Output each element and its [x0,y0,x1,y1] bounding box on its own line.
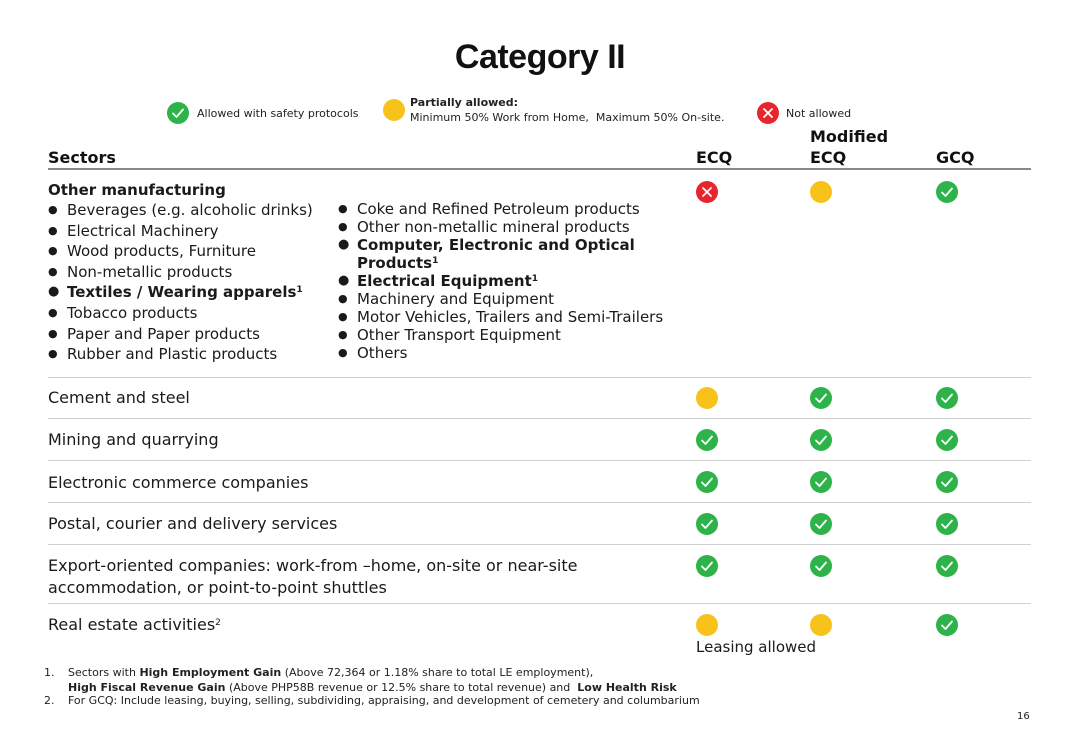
page-number: 16 [1017,711,1030,722]
check-circle-icon [810,387,832,409]
check-circle-icon [936,555,958,577]
check-circle-icon [696,513,718,535]
header-sectors: Sectors [48,148,116,167]
footnote-2-number: 2. [44,694,55,707]
list-item: ● Tobacco products [48,303,338,324]
header-divider [48,168,1031,170]
list-item: ● Coke and Refined Petroleum products [338,200,678,218]
header-gcq: GCQ [936,148,975,167]
list-item: ● Machinery and Equipment [338,290,678,308]
row-divider [48,377,1031,378]
row-divider [48,418,1031,419]
legend-allowed-label: Allowed with safety protocols [197,107,359,120]
check-circle-icon [936,471,958,493]
check-circle-icon [696,471,718,493]
leasing-allowed-note: Leasing allowed [696,638,817,656]
row-divider [48,502,1031,503]
yellow-circle-icon [696,387,718,409]
header-modified-ecq: Modified ECQ [810,127,889,167]
footnote-2: For GCQ: Include leasing, buying, selling, subdividing, appraising, and development of cemetery and columbarium [68,694,700,707]
sector-ecommerce: Electronic commerce companies [48,473,309,492]
footnote-1-number: 1. [44,666,55,679]
sector-export-oriented: Export-oriented companies: work-from –home, on-site or near-site accommodation, or point-to-point shuttles [48,556,578,597]
list-item: ● Textiles / Wearing apparels$^1$ [48,282,338,303]
check-circle-icon [936,513,958,535]
sector-cement-steel: Cement and steel [48,388,190,407]
row-divider [48,603,1031,604]
page-title: Category II [454,38,626,76]
legend-not-allowed-label: Not allowed [786,107,852,120]
check-circle-icon [936,181,958,203]
list-item: ● Other Transport Equipment [338,326,678,344]
list-item: ● Computer, Electronic and Optical Products$^1$ [338,236,678,272]
yellow-circle-icon [810,181,832,203]
list-item: ● Beverages (e.g. alcoholic drinks) [48,200,338,221]
header-ecq: ECQ [696,148,733,167]
legend-partial-detail: Minimum 50% Work from Home, Maximum 50% On-site. [410,111,725,124]
list-item: ● Electrical Machinery [48,221,338,242]
other-manufacturing-list-right [338,200,678,362]
x-circle-icon [696,181,718,203]
check-circle-icon [936,614,958,636]
check-circle-icon [810,471,832,493]
list-item: ● Others [338,344,678,362]
list-item: ● Non-metallic products [48,262,338,283]
legend-partial-title: Partially allowed: [410,96,519,109]
footnote-1: Sectors with High Employment Gain (Above 72,364 or 1.18% share to total LE employment), High Fiscal Revenue Gain (Above PHP58B revenue or 12.5% share to total revenue) and Low Health Risk [68,666,677,694]
list-item: ● Paper and Paper products [48,324,338,345]
row-divider [48,460,1031,461]
list-item: ● Wood products, Furniture [48,241,338,262]
list-item: ● Rubber and Plastic products [48,344,338,365]
row-divider [48,544,1031,545]
check-circle-icon [696,555,718,577]
check-circle-icon [936,429,958,451]
check-circle-icon [696,429,718,451]
yellow-circle-icon [383,99,405,121]
check-circle-icon [810,513,832,535]
list-item: ● Motor Vehicles, Trailers and Semi-Trailers [338,308,678,326]
check-circle-icon [936,387,958,409]
yellow-circle-icon [696,614,718,636]
sector-real-estate: Real estate activities$^2$ [48,615,221,634]
check-circle-icon [167,102,189,124]
check-circle-icon [810,429,832,451]
yellow-circle-icon [810,614,832,636]
other-manufacturing-list-left [48,200,338,365]
sector-postal: Postal, courier and delivery services [48,514,338,533]
check-circle-icon [810,555,832,577]
list-item: ● Other non-metallic mineral products [338,218,678,236]
other-manufacturing-title: Other manufacturing [48,181,226,199]
sector-mining: Mining and quarrying [48,430,219,449]
x-circle-icon [757,102,779,124]
list-item: ● Electrical Equipment$^1$ [338,272,678,290]
